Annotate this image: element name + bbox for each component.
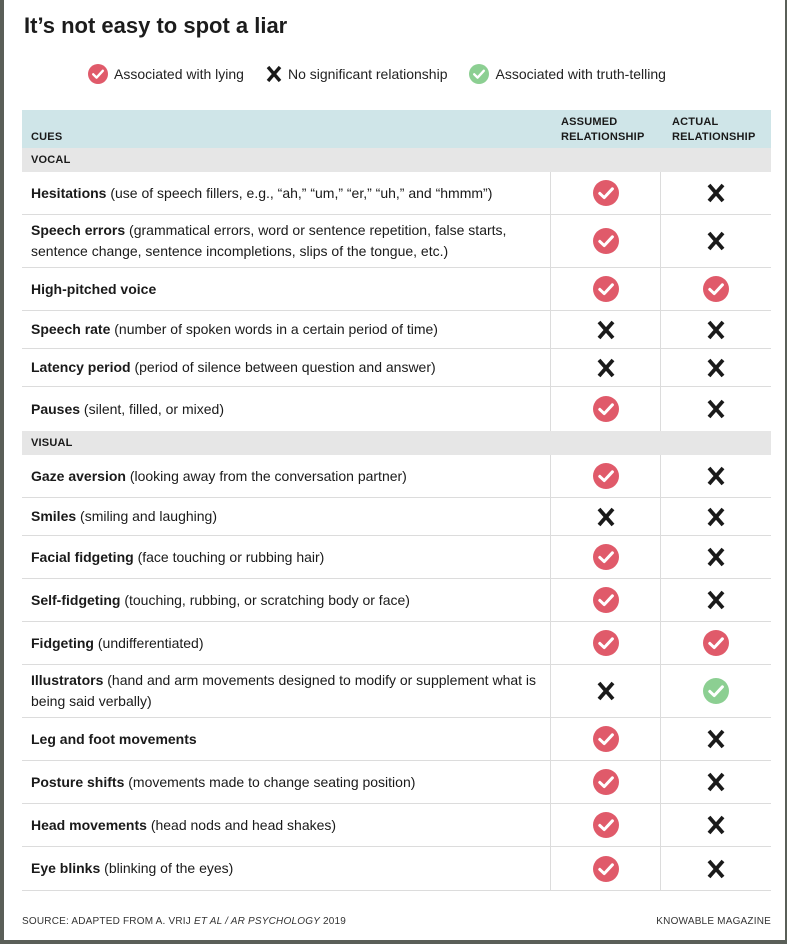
x-icon xyxy=(593,678,619,704)
cue-desc: (period of silence between question and answer) xyxy=(130,359,436,375)
table-row xyxy=(22,579,771,622)
assumed-cell xyxy=(551,536,661,578)
red-check-icon xyxy=(593,396,619,422)
cue-text xyxy=(22,268,551,310)
cue-name: Hesitations xyxy=(31,184,107,201)
cue-text xyxy=(22,215,551,267)
actual-cell xyxy=(661,579,771,621)
assumed-cell xyxy=(551,311,661,348)
actual-cell xyxy=(661,349,771,386)
header-assumed-line1: ASSUMED xyxy=(561,116,618,128)
cue-name: Speech rate xyxy=(31,321,111,337)
assumed-cell xyxy=(551,718,661,760)
red-check-icon xyxy=(88,64,108,84)
cue-desc: (hand and arm movements designed to modify or supplement what is being said verbally) xyxy=(31,672,537,709)
table-row xyxy=(22,268,771,311)
legend xyxy=(88,64,666,84)
section-vocal: VOCAL xyxy=(22,148,771,172)
table-row xyxy=(22,215,771,268)
x-icon xyxy=(703,463,729,489)
cue-text xyxy=(22,665,551,717)
cue-text xyxy=(22,455,551,497)
cue-text xyxy=(22,172,551,214)
actual-cell xyxy=(661,761,771,803)
green-check-icon xyxy=(703,678,729,704)
cue-name: Eye blinks xyxy=(31,860,101,876)
cue-desc: (movements made to change seating position) xyxy=(124,773,416,790)
actual-cell xyxy=(661,311,771,348)
cue-text xyxy=(22,804,551,846)
header-cues: CUES xyxy=(31,131,63,143)
actual-cell xyxy=(661,268,771,310)
actual-cell xyxy=(661,718,771,760)
cue-desc: (undifferentiated) xyxy=(94,634,204,651)
x-icon xyxy=(703,587,729,613)
cue-name: Smiles xyxy=(31,508,77,524)
actual-cell xyxy=(661,387,771,431)
assumed-cell xyxy=(551,761,661,803)
cue-name: Speech errors xyxy=(31,222,126,238)
table-row xyxy=(22,387,771,431)
red-check-icon xyxy=(593,630,619,656)
cue-desc: (face touching or rubbing hair) xyxy=(133,548,325,565)
actual-cell xyxy=(661,847,771,890)
red-check-icon xyxy=(593,812,619,838)
assumed-cell xyxy=(551,455,661,497)
assumed-cell xyxy=(551,847,661,890)
cue-name: Self-fidgeting xyxy=(31,591,121,608)
legend-item-none xyxy=(266,65,448,83)
red-check-icon xyxy=(593,276,619,302)
cue-desc: (blinking of the eyes) xyxy=(100,860,234,876)
cue-text xyxy=(22,311,551,348)
cue-name: Illustrators xyxy=(31,672,104,688)
source-prefix: SOURCE: ADAPTED FROM A. VRIJ xyxy=(22,916,194,927)
assumed-cell xyxy=(551,387,661,431)
assumed-cell xyxy=(551,498,661,535)
cue-text xyxy=(22,761,551,803)
x-icon xyxy=(703,769,729,795)
cue-name: Pauses xyxy=(31,400,81,417)
legend-label-none: No significant relationship xyxy=(287,66,448,82)
red-check-icon xyxy=(703,276,729,302)
header-actual-line1: ACTUAL xyxy=(672,116,719,128)
cue-name: Latency period xyxy=(31,359,131,375)
x-icon xyxy=(703,396,729,422)
cue-desc: (looking away from the conversation partner) xyxy=(125,467,407,484)
table-row xyxy=(22,498,771,536)
table-row xyxy=(22,804,771,847)
red-check-icon xyxy=(703,630,729,656)
cue-text xyxy=(22,349,551,386)
cue-name: Facial fidgeting xyxy=(31,548,134,565)
table-header xyxy=(22,110,771,148)
table-row xyxy=(22,455,771,498)
table-row xyxy=(22,665,771,718)
actual-cell xyxy=(661,498,771,535)
red-check-icon xyxy=(593,587,619,613)
cue-text xyxy=(22,498,551,535)
cue-desc: (grammatical errors, word or sentence repetition, false starts, sentence change, sentence incompletions, slips of the tongue, etc.) xyxy=(31,222,507,259)
legend-label-truth: Associated with truth-telling xyxy=(495,66,666,82)
assumed-cell xyxy=(551,665,661,717)
header-actual-line2: RELATIONSHIP xyxy=(672,131,756,143)
cue-text xyxy=(22,579,551,621)
assumed-cell xyxy=(551,268,661,310)
table-row xyxy=(22,622,771,665)
header-actual xyxy=(672,115,755,145)
legend-label-lying: Associated with lying xyxy=(114,66,244,82)
cue-name: Posture shifts xyxy=(31,773,125,790)
table-row xyxy=(22,172,771,215)
cue-name: Gaze aversion xyxy=(31,467,126,484)
source-suffix: 2019 xyxy=(320,916,347,927)
legend-item-truth xyxy=(469,64,665,84)
cue-desc: (head nods and head shakes) xyxy=(146,816,337,833)
assumed-cell xyxy=(551,349,661,386)
cue-text xyxy=(22,718,551,760)
section-visual: VISUAL xyxy=(22,431,771,455)
assumed-cell xyxy=(551,579,661,621)
table-row xyxy=(22,718,771,761)
cue-desc: (number of spoken words in a certain period of time) xyxy=(110,321,438,337)
actual-cell xyxy=(661,215,771,267)
actual-cell xyxy=(661,804,771,846)
cue-text xyxy=(22,536,551,578)
table-row xyxy=(22,847,771,891)
red-check-icon xyxy=(593,463,619,489)
cue-name: Fidgeting xyxy=(31,634,94,651)
red-check-icon xyxy=(593,228,619,254)
visual-rows xyxy=(22,455,771,891)
cue-text xyxy=(22,847,551,890)
assumed-cell xyxy=(551,804,661,846)
x-icon xyxy=(593,317,619,343)
page-title: It’s not easy to spot a liar xyxy=(24,13,288,38)
x-icon xyxy=(266,65,282,83)
x-icon xyxy=(593,355,619,381)
cue-text xyxy=(22,387,551,431)
x-icon xyxy=(703,228,729,254)
x-icon xyxy=(593,504,619,530)
source-italic: ET AL / AR PSYCHOLOGY xyxy=(193,916,321,927)
table-row xyxy=(22,761,771,804)
cues-table xyxy=(22,110,771,891)
x-icon xyxy=(703,355,729,381)
table-row xyxy=(22,311,771,349)
cue-text xyxy=(22,622,551,664)
x-icon xyxy=(703,317,729,343)
cue-name: Head movements xyxy=(31,816,147,833)
x-icon xyxy=(703,812,729,838)
cue-desc: (touching, rubbing, or scratching body or face) xyxy=(120,591,410,608)
table-row xyxy=(22,349,771,387)
header-assumed-line2: RELATIONSHIP xyxy=(561,131,645,143)
red-check-icon xyxy=(593,856,619,882)
green-check-icon xyxy=(469,64,489,84)
infographic-card xyxy=(4,0,785,940)
actual-cell xyxy=(661,536,771,578)
actual-cell xyxy=(661,172,771,214)
red-check-icon xyxy=(593,769,619,795)
source-credit xyxy=(22,916,346,927)
cue-name: Leg and foot movements xyxy=(31,730,197,747)
assumed-cell xyxy=(551,172,661,214)
assumed-cell xyxy=(551,622,661,664)
red-check-icon xyxy=(593,726,619,752)
table-row xyxy=(22,536,771,579)
cue-desc: (silent, filled, or mixed) xyxy=(80,400,224,417)
actual-cell xyxy=(661,622,771,664)
cue-name: High-pitched voice xyxy=(31,280,157,297)
legend-item-lying xyxy=(88,64,244,84)
actual-cell xyxy=(661,455,771,497)
cue-desc: (smiling and laughing) xyxy=(76,508,217,524)
x-icon xyxy=(703,544,729,570)
vocal-rows xyxy=(22,172,771,431)
x-icon xyxy=(703,180,729,206)
x-icon xyxy=(703,856,729,882)
red-check-icon xyxy=(593,544,619,570)
red-check-icon xyxy=(593,180,619,206)
x-icon xyxy=(703,726,729,752)
actual-cell xyxy=(661,665,771,717)
x-icon xyxy=(703,504,729,530)
assumed-cell xyxy=(551,215,661,267)
cue-desc: (use of speech fillers, e.g., “ah,” “um,” “er,” “uh,” and “hmmm”) xyxy=(106,184,493,201)
header-assumed xyxy=(561,115,644,145)
publisher-credit: KNOWABLE MAGAZINE xyxy=(656,916,771,927)
